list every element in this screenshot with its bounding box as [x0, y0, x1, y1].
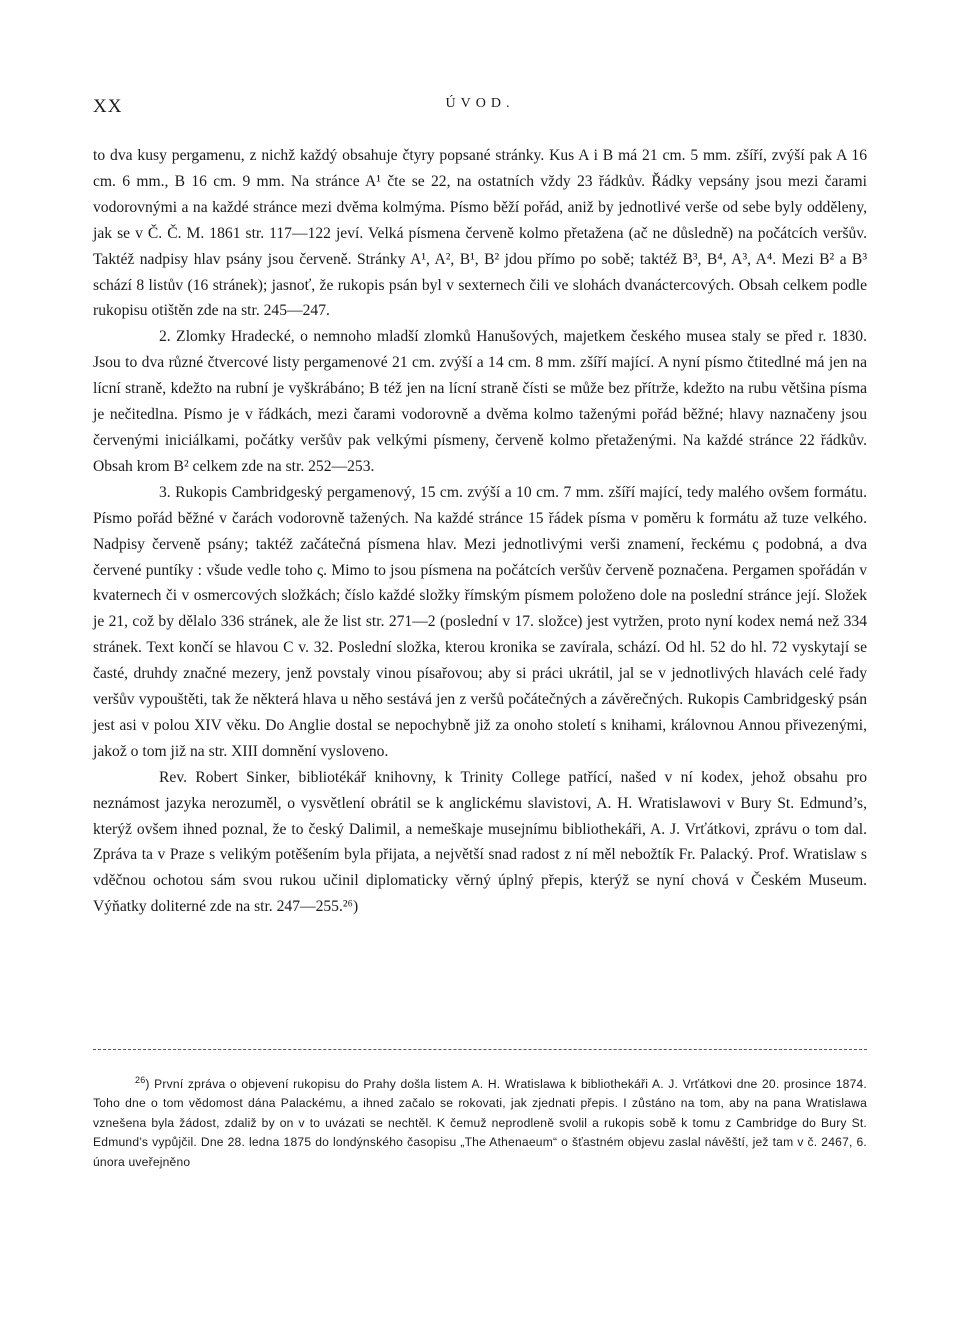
paragraph-robert-sinker: Rev. Robert Sinker, bibliotékář knihovny, k Trinity College patřící, našed v ní kodex, jehož obsahu pro neznámost jazyka nerozuměl, o vysvětlení obrátil se k anglickému slavistovi, A. H. Wratislawovi v Bury St. Edmund’s, kterýž ovšem ihned poznal, že to český Dalimil, a nemeškaje musejnímu bibliothekáři, A. J. Vrťátkovi, zprávu o tom dal. Zpráva ta v Praze s velikým potěšením byla přijata, a největší snad radost z ní měl nebožtík Fr. Palacký. Prof. Wratislaw s vděčnou ochotou sám svou rukou učinil diplomaticky věrný úplný přepis, kterýž se nyní chová v Českém Museum. Výňatky doliterné zde na str. 247—255.²⁶): [93, 768, 867, 916]
paragraph-rukopis-cambridgesky: 3. Rukopis Cambridgeský pergamenový, 15 cm. zvýší a 10 cm. 7 mm. zšíří mající, tedy malého ovšem formátu. Písmo pořád běžné v čarách vodorovně tažených. Na každé stránce 15 řádek písma v poměru k formátu až tuze velkého. Nadpisy červeně psány; taktéž začátečná písmena hlav. Mezi jednotlivými verši znamení, řeckému ς podobná, a dva červené puntíky : všude vedle toho ς. Mimo to jsou písmena na počátcích veršův červeně poznačena. Pergamen spořádán v kvaternech či v osmercových složkách; číslo každé složky římským písmem položeno dole na poslední stránce její. Složek je 21, což by dělalo 336 stránek, ale že list str. 271—2 (poslední v 17. složce) jest vytržen, proto nyní kodex nemá než 334 stránek. Text končí se hlavou C v. 32. Poslední složka, kterou kronika se zavírala, schází. Od hl. 52 do hl. 72 vyskytají se časté, druhdy značné mezery, jenž povstaly vinou písařovou; aby si práci ukrátil, jal se v jednotlivých hlavách celé řady veršův vypouštěti, tak že některá hlava u něho sestává jen z veršů počátečných a závěrečných. Rukopis Cambridgeský psán jest asi v polou XIV věku. Do Anglie dostal se nepochybně již za onoho století s knihami, královnou Annou přivezenými, jakož o tom již na str. XIII domnění vysloveno.: [93, 483, 867, 760]
running-title: ÚVOD.: [445, 96, 515, 111]
page-number: XX: [93, 96, 123, 117]
paragraph-continuation: to dva kusy pergamenu, z nichž každý obsahuje čtyry popsané stránky. Kus A i B má 21 cm. 5 mm. zšíří, zvýší pak A 16 cm. 6 mm., B 16 cm. 9 mm. Na stránce A¹ čte se 22, na ostatních vždy 23 řádkův. Řádky vepsány jsou mezi čarami vodorovnými a na každé stránce mezi dvěma kolmýma. Písmo běží pořád, aniž by jednotlivé verše od sebe byly odděleny, jak se v Č. Č. M. 1861 str. 117—122 jeví. Velká písmena červeně kolmo přetažena (ač ne důsledně) na počátcích veršův. Taktéž nadpisy hlav psány jsou červeně. Stránky A¹, A², B¹, B² jdou přímo po sobě; taktéž B³, B⁴, A³, A⁴. Mezi B² a B³ schází 8 listův (16 stránek); jasnoť, že rukopis psán byl v sexternech čili ve slohách dvanáctercových. Obsah celkem podle rukopisu otištěn zde na str. 245—247.: [93, 147, 867, 320]
paragraph-zlomky-hradecke: 2. Zlomky Hradecké, o nemnoho mladší zlomků Hanušových, majetkem českého musea staly se před r. 1830. Jsou to dva různé čtvercové listy pergamenové 21 cm. zvýší a 14 cm. 8 mm. zšíří mající. A nyní písmo čtitedlné má jen na lícní straně, kdežto na rubní je vyškrábáno; B též jen na lícní straně čísti se může bez přítrže, kdežto na rubu většina písma je nečitedlna. Písmo je v řádkách, mezi čarami vodorovně a dvěma kolmo taženými pořád běžné; hlavy naznačeny jsou červenými iniciálkami, počátky veršův pak velkými písmeny, červeně kolmo přetaženými. Na každé stránce 22 řádkův. Obsah krom B² celkem zde na str. 252—253.: [93, 328, 867, 475]
footnote: [93, 1071, 867, 1172]
footnote-text: ) První zpráva o objevení rukopisu do Prahy došla listem A. H. Wratislawa k bibliothekáři A. J. Vrťátkovi dne 20. prosince 1874. Toho dne o tom vědomost dána Palackému, a ihned začalo se rokovati, jak zjednati přepis. I zůstáno na tom, aby na pana Wratislawa vznešena byla žádost, zdaliž by on v to uvázati se nechtěl. K čemuž neprodleně svolil a rukopis sobě k tomu z Cambridge do Bury St. Edmund’s vypůjčil. Dne 28. ledna 1875 do londýnského časopisu „The Athenaeum“ o šťastném objevu zaslal návěští, jež tam v č. 2467, 6. února uveřejněno: [93, 1077, 867, 1169]
footnote-divider: [93, 1049, 867, 1050]
main-text: [93, 143, 867, 920]
footnote-marker: 26: [135, 1075, 146, 1085]
